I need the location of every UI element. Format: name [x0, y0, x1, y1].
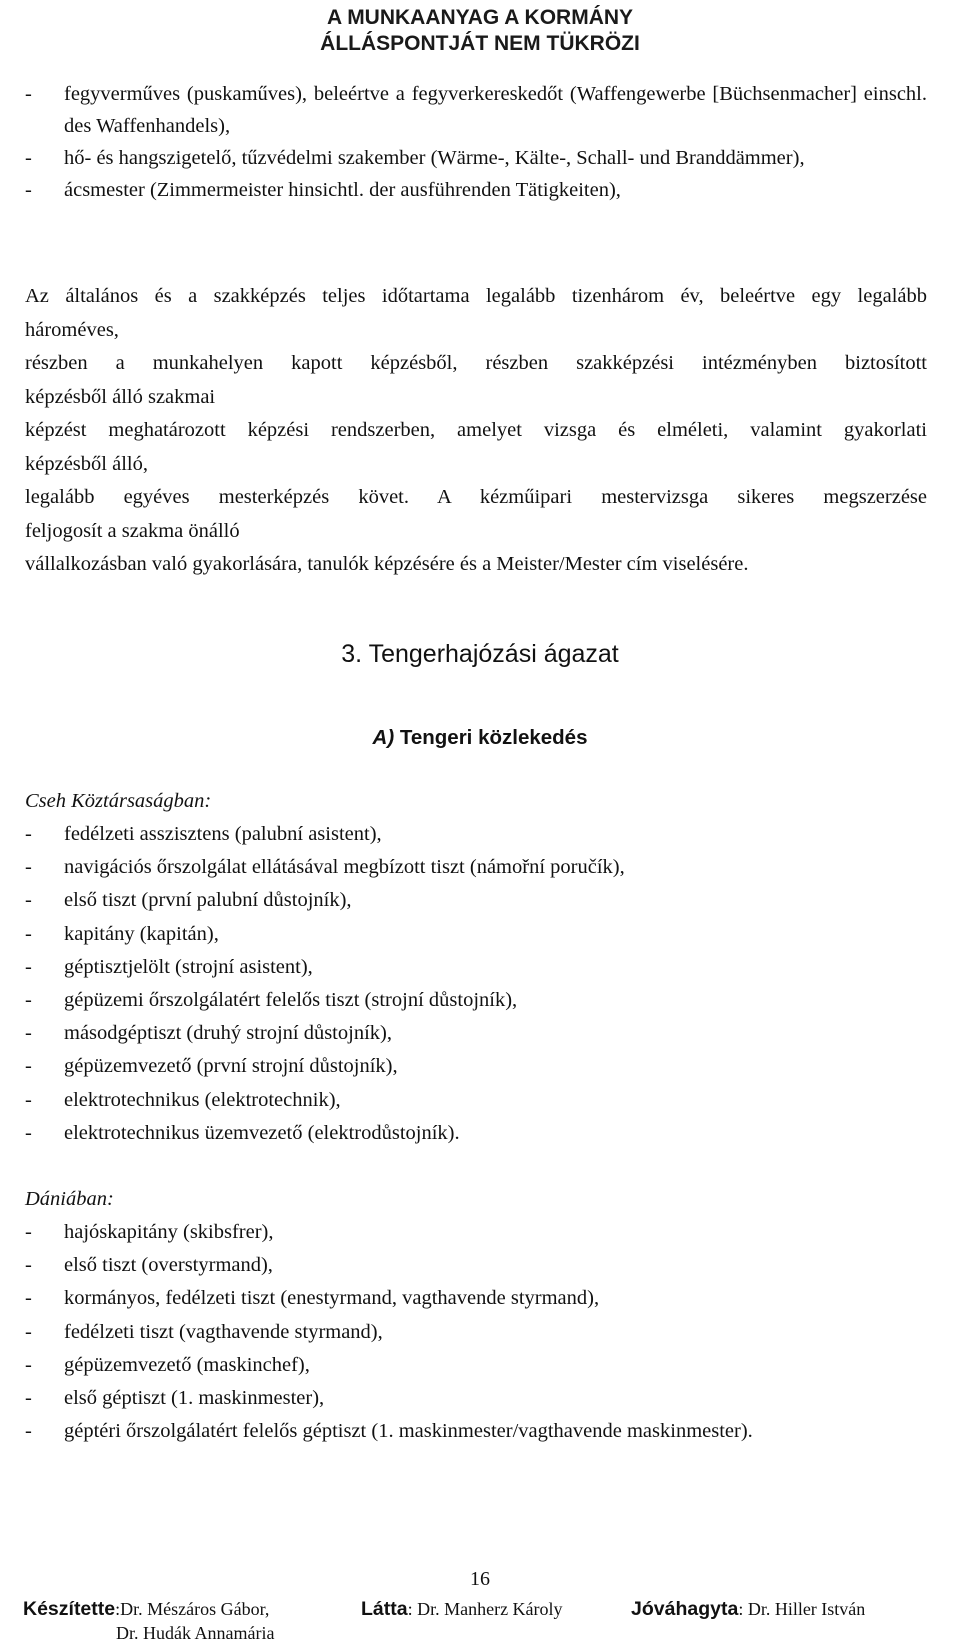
watermark-line-2: ÁLLÁSPONTJÁT NEM TÜKRÖZI [320, 32, 640, 55]
paragraph-line: képzést meghatározott képzési rendszerben, amelyet vizsga és elméleti, valamint gyakorlati [25, 419, 927, 441]
list-item-text: első géptiszt (1. maskinmester), [64, 1387, 325, 1410]
list-item [25, 1316, 927, 1349]
list-item [25, 884, 927, 917]
list-dash: - [25, 1221, 32, 1243]
list-item-text: géptisztjelölt (strojní asistent), [64, 955, 313, 978]
list-item [25, 1282, 927, 1315]
footer-seen [361, 1598, 563, 1621]
list-item-text: géptéri őrszolgálatért felelős géptiszt (1. maskinmester/vagthavende maskinmester). [64, 1420, 753, 1443]
list-item-text: gépüzemvezető (první strojní důstojník), [64, 1055, 398, 1078]
list-item-text: kapitány (kapitán), [64, 922, 219, 945]
list-item [25, 1084, 927, 1117]
footer-approved [631, 1598, 865, 1621]
section-title: 3. Tengerhajózási ágazat [341, 640, 619, 668]
list-item [25, 951, 927, 984]
list-item [25, 142, 927, 174]
paragraph-line: feljogosít a szakma önálló [25, 519, 240, 542]
list-dash: - [25, 922, 32, 945]
list-item-text: ácsmester (Zimmermeister hinsichtl. der ausführenden Tätigkeiten), [64, 179, 621, 201]
paragraph-line: képzésből álló szakmai [25, 385, 216, 408]
list-item [25, 851, 927, 884]
list-item-text: első tiszt (overstyrmand), [64, 1254, 273, 1277]
paragraph-line: legalább egyéves mesterképzés követ. A kézműipari mestervizsga sikeres megszerzése [25, 486, 927, 508]
watermark-line-1: A MUNKAANYAG A KORMÁNY [326, 6, 634, 29]
footer-approved-name: : Dr. Hiller István [738, 1599, 866, 1619]
training-paragraph [25, 280, 927, 582]
list-dash: - [25, 1055, 32, 1078]
denmark-block [25, 1183, 927, 1448]
list-dash: - [25, 147, 32, 169]
paragraph-line: Az általános és a szakképzés teljes időtartama legalább tizenhárom év, beleértve egy legalább [25, 285, 927, 307]
list-item-text: fegyverműves (puskaműves), beleértve a fegyverkereskedőt (Waffengewerbe [Büchsenmacher] einschl. des Waffenhandels), [64, 83, 927, 137]
list-item-text: első tiszt (první palubní důstojník), [64, 889, 352, 912]
list-item-text: gépüzemi őrszolgálatért felelős tiszt (strojní důstojník), [64, 989, 518, 1012]
list-item [25, 1415, 927, 1448]
list-dash: - [25, 823, 32, 845]
footer-prepared [23, 1598, 274, 1644]
paragraph-line: részben a munkahelyen kapott képzésből, részben szakképzési intézményben biztosított [25, 352, 927, 374]
list-item-text: kormányos, fedélzeti tiszt (enestyrmand, vagthavende styrmand), [64, 1287, 600, 1310]
list-dash: - [25, 1022, 32, 1045]
footer-seen-name: : Dr. Manherz Károly [407, 1599, 563, 1619]
list-item [25, 78, 927, 142]
subsection-text: Tengeri közlekedés [399, 726, 588, 749]
list-item-text: fedélzeti tiszt (vagthavende styrmand), [64, 1320, 383, 1343]
list-dash: - [25, 1254, 32, 1277]
list-item [25, 1249, 927, 1282]
list-item [25, 818, 927, 851]
paragraph-line: képzésből álló, [25, 452, 148, 475]
footer-prepared-name: :Dr. Mészáros Gábor, [115, 1599, 270, 1619]
page-number: 16 [470, 1568, 490, 1590]
list-dash: - [25, 1088, 32, 1111]
list-item-text: navigációs őrszolgálat ellátásával megbízott tiszt (námořní poručík), [64, 856, 625, 879]
list-dash: - [25, 1121, 32, 1144]
list-item-text: fedélzeti asszisztens (palubní asistent), [64, 823, 382, 845]
list-item [25, 1216, 927, 1249]
list-item [25, 1050, 927, 1083]
list-dash: - [25, 856, 32, 879]
list-dash: - [25, 889, 32, 912]
list-dash: - [25, 83, 32, 105]
list-dash: - [25, 1420, 32, 1443]
list-item [25, 918, 927, 951]
list-item [25, 984, 927, 1017]
list-item [25, 1349, 927, 1382]
list-dash: - [25, 989, 32, 1012]
list-dash: - [25, 1387, 32, 1410]
paragraph-line: vállalkozásban való gyakorlására, tanulók képzésére és a Meister/Mester cím viselésére. [25, 553, 749, 575]
footer-approved-label: Jóváhagyta [631, 1598, 739, 1620]
list-item [25, 1382, 927, 1415]
subsection-letter: A) [372, 726, 395, 749]
watermark-header [0, 5, 960, 57]
list-dash: - [25, 1320, 32, 1343]
footer-prepared-name-2: Dr. Hudák Annamária [116, 1623, 275, 1643]
list-item-text: másodgéptiszt (druhý strojní důstojník), [64, 1022, 392, 1045]
list-dash: - [25, 1353, 32, 1376]
paragraph-line: hároméves, [25, 318, 119, 341]
list-dash: - [25, 179, 32, 201]
list-dash: - [25, 1287, 32, 1310]
list-item-text: hajóskapitány (skibsfrer), [64, 1221, 274, 1243]
list-item [25, 1117, 927, 1150]
country-heading: Dániában: [25, 1188, 114, 1210]
czech-block [25, 785, 927, 1150]
list-item-text: elektrotechnikus üzemvezető (elektrodůstojník). [64, 1121, 460, 1144]
list-item-text: gépüzemvezető (maskinchef), [64, 1353, 310, 1376]
country-heading: Cseh Köztársaságban: [25, 790, 212, 812]
list-dash: - [25, 955, 32, 978]
list-item [25, 1017, 927, 1050]
list-item-text: hő- és hangszigetelő, tűzvédelmi szakember (Wärme-, Kälte-, Schall- und Branddämmer), [64, 147, 805, 169]
trade-list [25, 78, 927, 206]
footer [23, 1598, 943, 1648]
footer-prepared-label: Készítette [23, 1598, 116, 1620]
list-item-text: elektrotechnikus (elektrotechnik), [64, 1088, 341, 1111]
list-item [25, 174, 927, 206]
footer-seen-label: Látta [361, 1598, 408, 1620]
subsection-title [0, 726, 960, 750]
